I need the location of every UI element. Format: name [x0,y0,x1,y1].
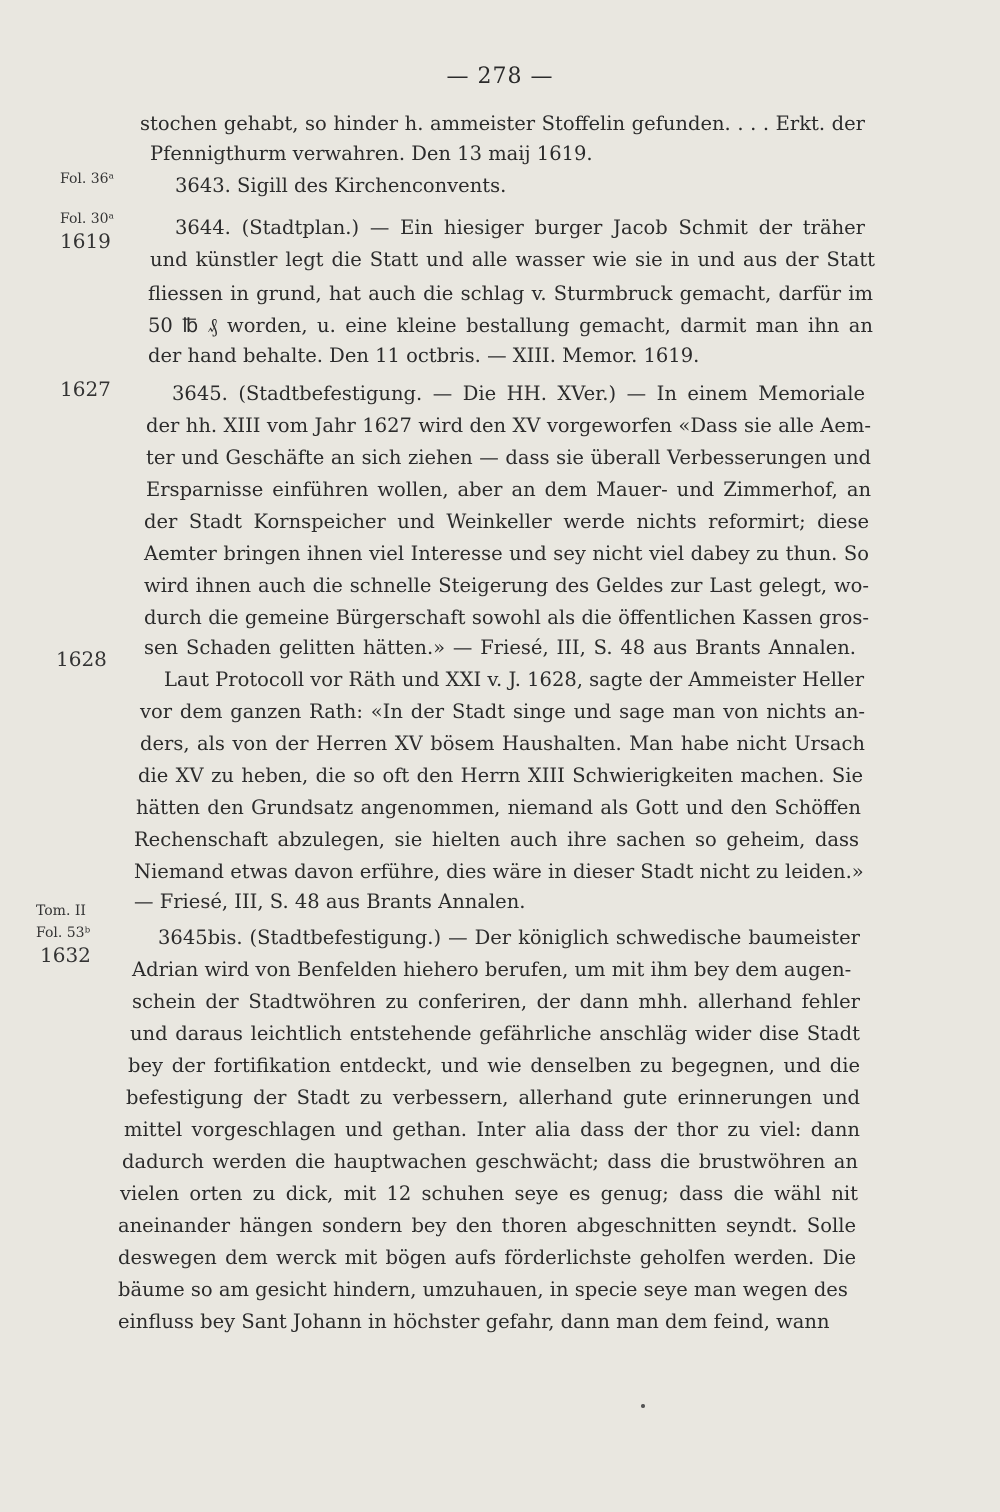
text-line: und künstler legt die Statt und alle wasser wie sie in und aus der Statt [150,248,875,271]
text-line: der hand behalte. Den 11 octbris. — XIII. Memor. 1619. [148,344,700,367]
text-line: Pfennigthurm verwahren. Den 13 maij 1619. [150,142,593,165]
text-line: deswegen dem werck mit bögen aufs förderlichste geholfen werden. Die [118,1246,856,1269]
margin-note-fol30: Fol. 30ᵃ [60,211,114,227]
page-number: — 278 — [446,64,554,89]
entry-3645-heading: 3645. (Stadtbefestigung. — Die HH. XVer.) — In einem Memoriale [172,382,865,405]
margin-note-tom: Tom. II [36,903,86,919]
entry-3643-heading: 3643. Sigill des Kirchenconvents. [175,174,507,197]
text-line: aneinander hängen sondern bey den thoren abgeschnitten seyndt. Solle [118,1214,856,1237]
text-line: vor dem ganzen Rath: «In der Stadt singe und sage man von nichts an- [140,700,865,723]
text-line: hätten den Grundsatz angenommen, niemand als Gott und den Schöffen [136,796,861,819]
text-line: Adrian wird von Benfelden hiehero berufen, um mit ihm bey dem augen- [132,958,852,981]
text-line: Ersparnisse einführen wollen, aber an dem Mauer- und Zimmerhof, an [146,478,871,501]
entry-3645bis-heading: 3645bis. (Stadtbefestigung.) — Der königlich schwedische baumeister [158,926,860,949]
text-line: Niemand etwas davon erführe, dies wäre in dieser Stadt nicht zu leiden.» [134,860,864,883]
text-line: befestigung der Stadt zu verbessern, allerhand gute erinnerungen und [126,1086,860,1109]
text-line: Aemter bringen ihnen viel Interesse und sey nicht viel dabey zu thun. So [144,542,869,565]
margin-year-1632: 1632 [40,943,91,967]
text-line: die XV zu heben, die so oft den Herrn XIII Schwierigkeiten machen. Sie [138,764,863,787]
margin-year-1628: 1628 [56,647,107,671]
text-line: sen Schaden gelitten hätten.» — Friesé, III, S. 48 aus Brants Annalen. [144,636,856,659]
text-line: stochen gehabt, so hinder h. ammeister Stoffelin gefunden. . . . Erkt. der [140,112,865,135]
text-line: einfluss bey Sant Johann in höchster gefahr, dann man dem feind, wann [118,1310,830,1333]
margin-year-1627: 1627 [60,377,111,401]
text-line: schein der Stadtwöhren zu conferiren, der dann mhh. allerhand fehler [132,990,860,1013]
text-line: bey der fortifikation entdeckt, und wie denselben zu begegnen, und die [128,1054,860,1077]
text-line: und daraus leichtlich entstehende gefährliche anschläg wider dise Stadt [130,1022,860,1045]
text-line: ders, als von der Herren XV bösem Haushalten. Man habe nicht Ursach [140,732,865,755]
text-line: mittel vorgeschlagen und gethan. Inter alia dass der thor zu viel: dann [124,1118,860,1141]
text-line: wird ihnen auch die schnelle Steigerung des Geldes zur Last gelegt, wo- [144,574,869,597]
text-line: fliessen in grund, hat auch die schlag v. Sturmbruck gemacht, darfür im [148,282,873,305]
text-line: dadurch werden die hauptwachen geschwächt; dass die brustwöhren an [122,1150,858,1173]
text-line: bäume so am gesicht hindern, umzuhauen, in specie seye man wegen des [118,1278,848,1301]
margin-year-1619: 1619 [60,229,111,253]
ink-speck [641,1404,645,1408]
text-line: Rechenschaft abzulegen, sie hielten auch ihre sachen so geheim, dass [134,828,859,851]
text-line: der hh. XIII vom Jahr 1627 wird den XV vorgeworfen «Dass sie alle Aem- [146,414,871,437]
entry-3644-heading: 3644. (Stadtplan.) — Ein hiesiger burger Jacob Schmit der träher [175,216,865,239]
text-line: ter und Geschäfte an sich ziehen — dass sie überall Verbesserungen und [146,446,871,469]
text-line: Laut Protocoll vor Räth und XXI v. J. 1628, sagte der Ammeister Heller [164,668,865,691]
text-line: — Friesé, III, S. 48 aus Brants Annalen. [134,890,526,913]
margin-note-fol36: Fol. 36ᵃ [60,171,114,187]
text-line: vielen orten zu dick, mit 12 schuhen seye es genug; dass die wähl nit [120,1182,858,1205]
text-line: der Stadt Kornspeicher und Weinkeller werde nichts reformirt; diese [144,510,869,533]
margin-note-fol53: Fol. 53ᵇ [36,925,91,941]
text-line: 50 ℔ ₰ worden, u. eine kleine bestallung gemacht, darmit man ihn an [148,314,873,337]
text-line: durch die gemeine Bürgerschaft sowohl als die öffentlichen Kassen gros- [144,606,869,629]
